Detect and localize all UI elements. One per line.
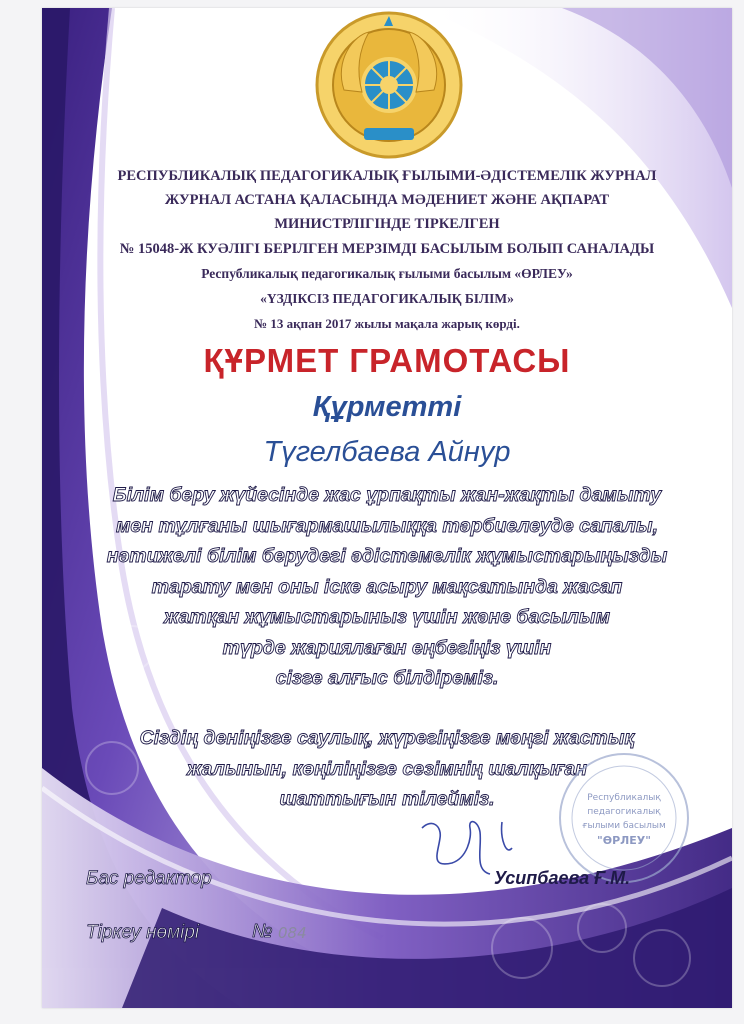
header-line-7: № 13 ақпан 2017 жылы мақала жарық көрді. bbox=[254, 316, 520, 331]
signatory-name: Усипбаева Ғ.М. bbox=[494, 868, 631, 888]
certificate-sheet bbox=[42, 8, 732, 1008]
stamp-text-4: "ӨРЛЕУ" bbox=[596, 834, 652, 847]
paragraph-line: сізге алғыс білдіреміз. bbox=[275, 667, 499, 689]
paragraph-line: жатқан жұмыстарыныз үшін және басылым bbox=[163, 606, 611, 628]
stamp-text-3: ғылыми басылым bbox=[582, 821, 666, 831]
paragraph-line: түрде жариялаған еңбегіңіз үшін bbox=[222, 636, 552, 659]
greeting: Құрметті bbox=[312, 391, 462, 423]
paragraph-line: тарату мен оны іске асыру мақсатында жасап bbox=[151, 575, 623, 598]
recipient-name: Түгелбаева Айнур bbox=[263, 436, 511, 468]
header-line-3: МИНИСТРЛІГІНДЕ ТІРКЕЛГЕН bbox=[274, 216, 500, 232]
registration-label: Тіркеу нөмірі bbox=[86, 922, 200, 943]
paragraph-line: шаттығын тілейміз. bbox=[279, 788, 495, 810]
organization-stamp bbox=[554, 748, 694, 888]
registration-number-sign: № bbox=[252, 921, 273, 942]
stamp-text-2: педагогикалық bbox=[587, 807, 661, 817]
paragraph-line: Білім беру жүйесінде жас ұрпақты жан-жақты дамыту bbox=[112, 484, 662, 506]
registration-number: 084 bbox=[278, 924, 307, 942]
stamp-text-1: Республикалық bbox=[587, 793, 661, 803]
certificate-title: ҚҰРМЕТ ГРАМОТАСЫ bbox=[203, 342, 571, 379]
header-line-4: № 15048-Ж КУӘЛІГІ БЕРІЛГЕН МЕРЗІМДІ БАСЫЛЫМ БОЛЫП САНАЛАДЫ bbox=[119, 241, 655, 257]
paragraph-line: жалынын, көңіліңізге сезімнің шалқыған bbox=[186, 757, 588, 780]
header-line-5: Республикалық педагогикалық ғылыми басылым «ӨРЛЕУ» bbox=[201, 266, 573, 281]
header-line-2: ЖУРНАЛ АСТАНА ҚАЛАСЫНДА МӘДЕНИЕТ ЖӘНЕ АҚПАРАТ bbox=[164, 192, 610, 208]
header-line-6: «ҮЗДІКСІЗ ПЕДАГОГИКАЛЫҚ БІЛІМ» bbox=[260, 291, 514, 306]
paragraph-line: нәтижелі білім берудегі әдістемелік жұмыстарыңызды bbox=[106, 545, 668, 567]
state-emblem bbox=[314, 10, 464, 160]
paragraph-line: мен тұлғаны шығармашылыққа тәрбиелеуде сапалы, bbox=[115, 514, 658, 537]
header-line-1: РЕСПУБЛИКАЛЫҚ ПЕДАГОГИКАЛЫҚ ҒЫЛЫМИ-ӘДІСТЕМЕЛІК ЖУРНАЛ bbox=[117, 168, 657, 184]
paragraph-line: Сіздің денiңізге саулық, жүрегіңізге мәңгі жастық bbox=[139, 727, 635, 749]
gratitude-paragraph bbox=[60, 480, 714, 694]
signatory-title: Бас редактор bbox=[86, 868, 212, 889]
